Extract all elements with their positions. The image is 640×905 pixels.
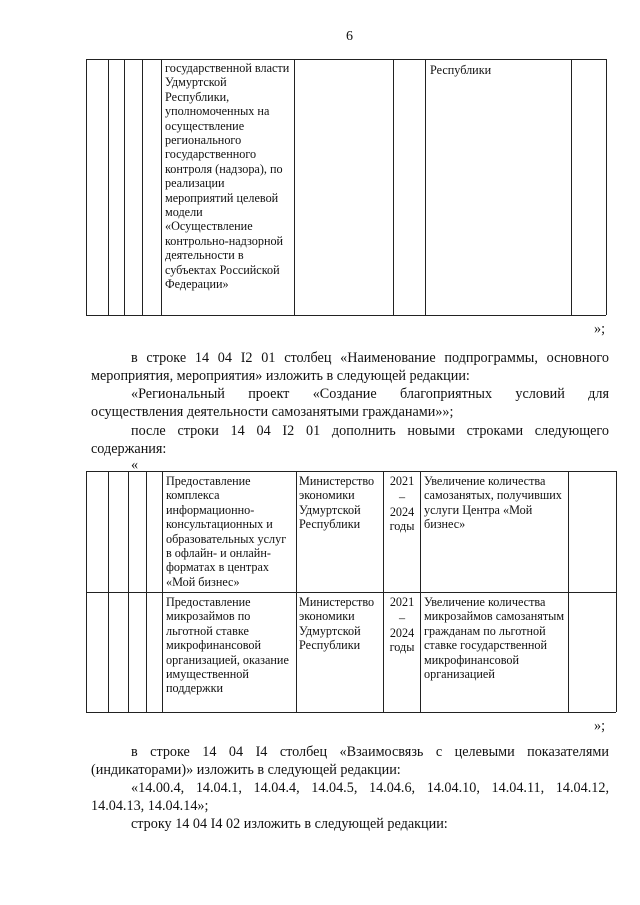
table2-cell-dash: –	[398, 490, 406, 504]
table2-cell-executor: Министерство экономики Удмуртской Республики	[299, 474, 375, 532]
closing-quote-2: »;	[594, 718, 606, 734]
paragraph-line: в строке 14 04 I2 01 столбец «Наименование подпрограммы, основного	[131, 350, 609, 366]
table2-cell-executor: Министерство экономики Удмуртской Республики	[299, 595, 375, 653]
table1-cell-result: Республики	[430, 63, 492, 77]
paragraph-line: «14.00.4, 14.04.1, 14.04.4, 14.04.5, 14.04.6, 14.04.10, 14.04.11, 14.04.12,	[131, 780, 609, 796]
paragraph-line: (индикаторами)» изложить в следующей редакции:	[91, 762, 401, 778]
paragraph-line: в строке 14 04 I4 столбец «Взаимосвязь с целевыми показателями	[131, 744, 609, 760]
table1-cell-authority: государственной власти Удмуртской Республики, уполномоченных на осуществление регионального государственного контроля (надзора), по реализации мероприятий целевой модели «Осуществление контрольно-надзорной деятельности в субъектах Российской Федерации»	[165, 61, 290, 292]
page-number: 6	[346, 29, 353, 44]
paragraph-line: 14.04.13, 14.04.14»;	[91, 798, 209, 814]
table2-cell-year-end: 2024 годы	[389, 626, 415, 655]
paragraph-line: строку 14 04 I4 02 изложить в следующей редакции:	[131, 816, 448, 832]
paragraph-line: осуществления деятельности самозанятыми гражданами»»;	[91, 404, 454, 420]
closing-quote-1: »;	[594, 321, 606, 337]
paragraph-line: «Региональный проект «Создание благоприятных условий для	[131, 386, 609, 402]
paragraph-line: мероприятия, мероприятия» изложить в следующей редакции:	[91, 368, 470, 384]
table2-cell-activity: Предоставление микрозаймов по льготной ставке микрофинансовой организацией, оказание имущественной поддержки	[166, 595, 289, 696]
table2-cell-result: Увеличение количества микрозаймов самозанятым гражданам по льготной ставке государственной микрофинансовой организацией	[424, 595, 565, 682]
paragraph-line: содержания:	[91, 441, 167, 457]
table2-cell-year-end: 2024 годы	[389, 505, 415, 534]
opening-quote: «	[131, 457, 139, 473]
table2-cell-result: Увеличение количества самозанятых, получивших услуги Центра «Мой бизнес»	[424, 474, 562, 532]
table2-cell-activity: Предоставление комплекса информационно-консультационных и образовательных услуг в офлайн- и онлайн-форматах в центрах «Мой бизнес»	[166, 474, 287, 589]
table2-cell-year-start: 2021	[389, 595, 415, 609]
table2-cell-dash: –	[398, 611, 406, 625]
table2-cell-year-start: 2021	[389, 474, 415, 488]
paragraph-line: после строки 14 04 I2 01 дополнить новыми строками следующего	[131, 423, 609, 439]
